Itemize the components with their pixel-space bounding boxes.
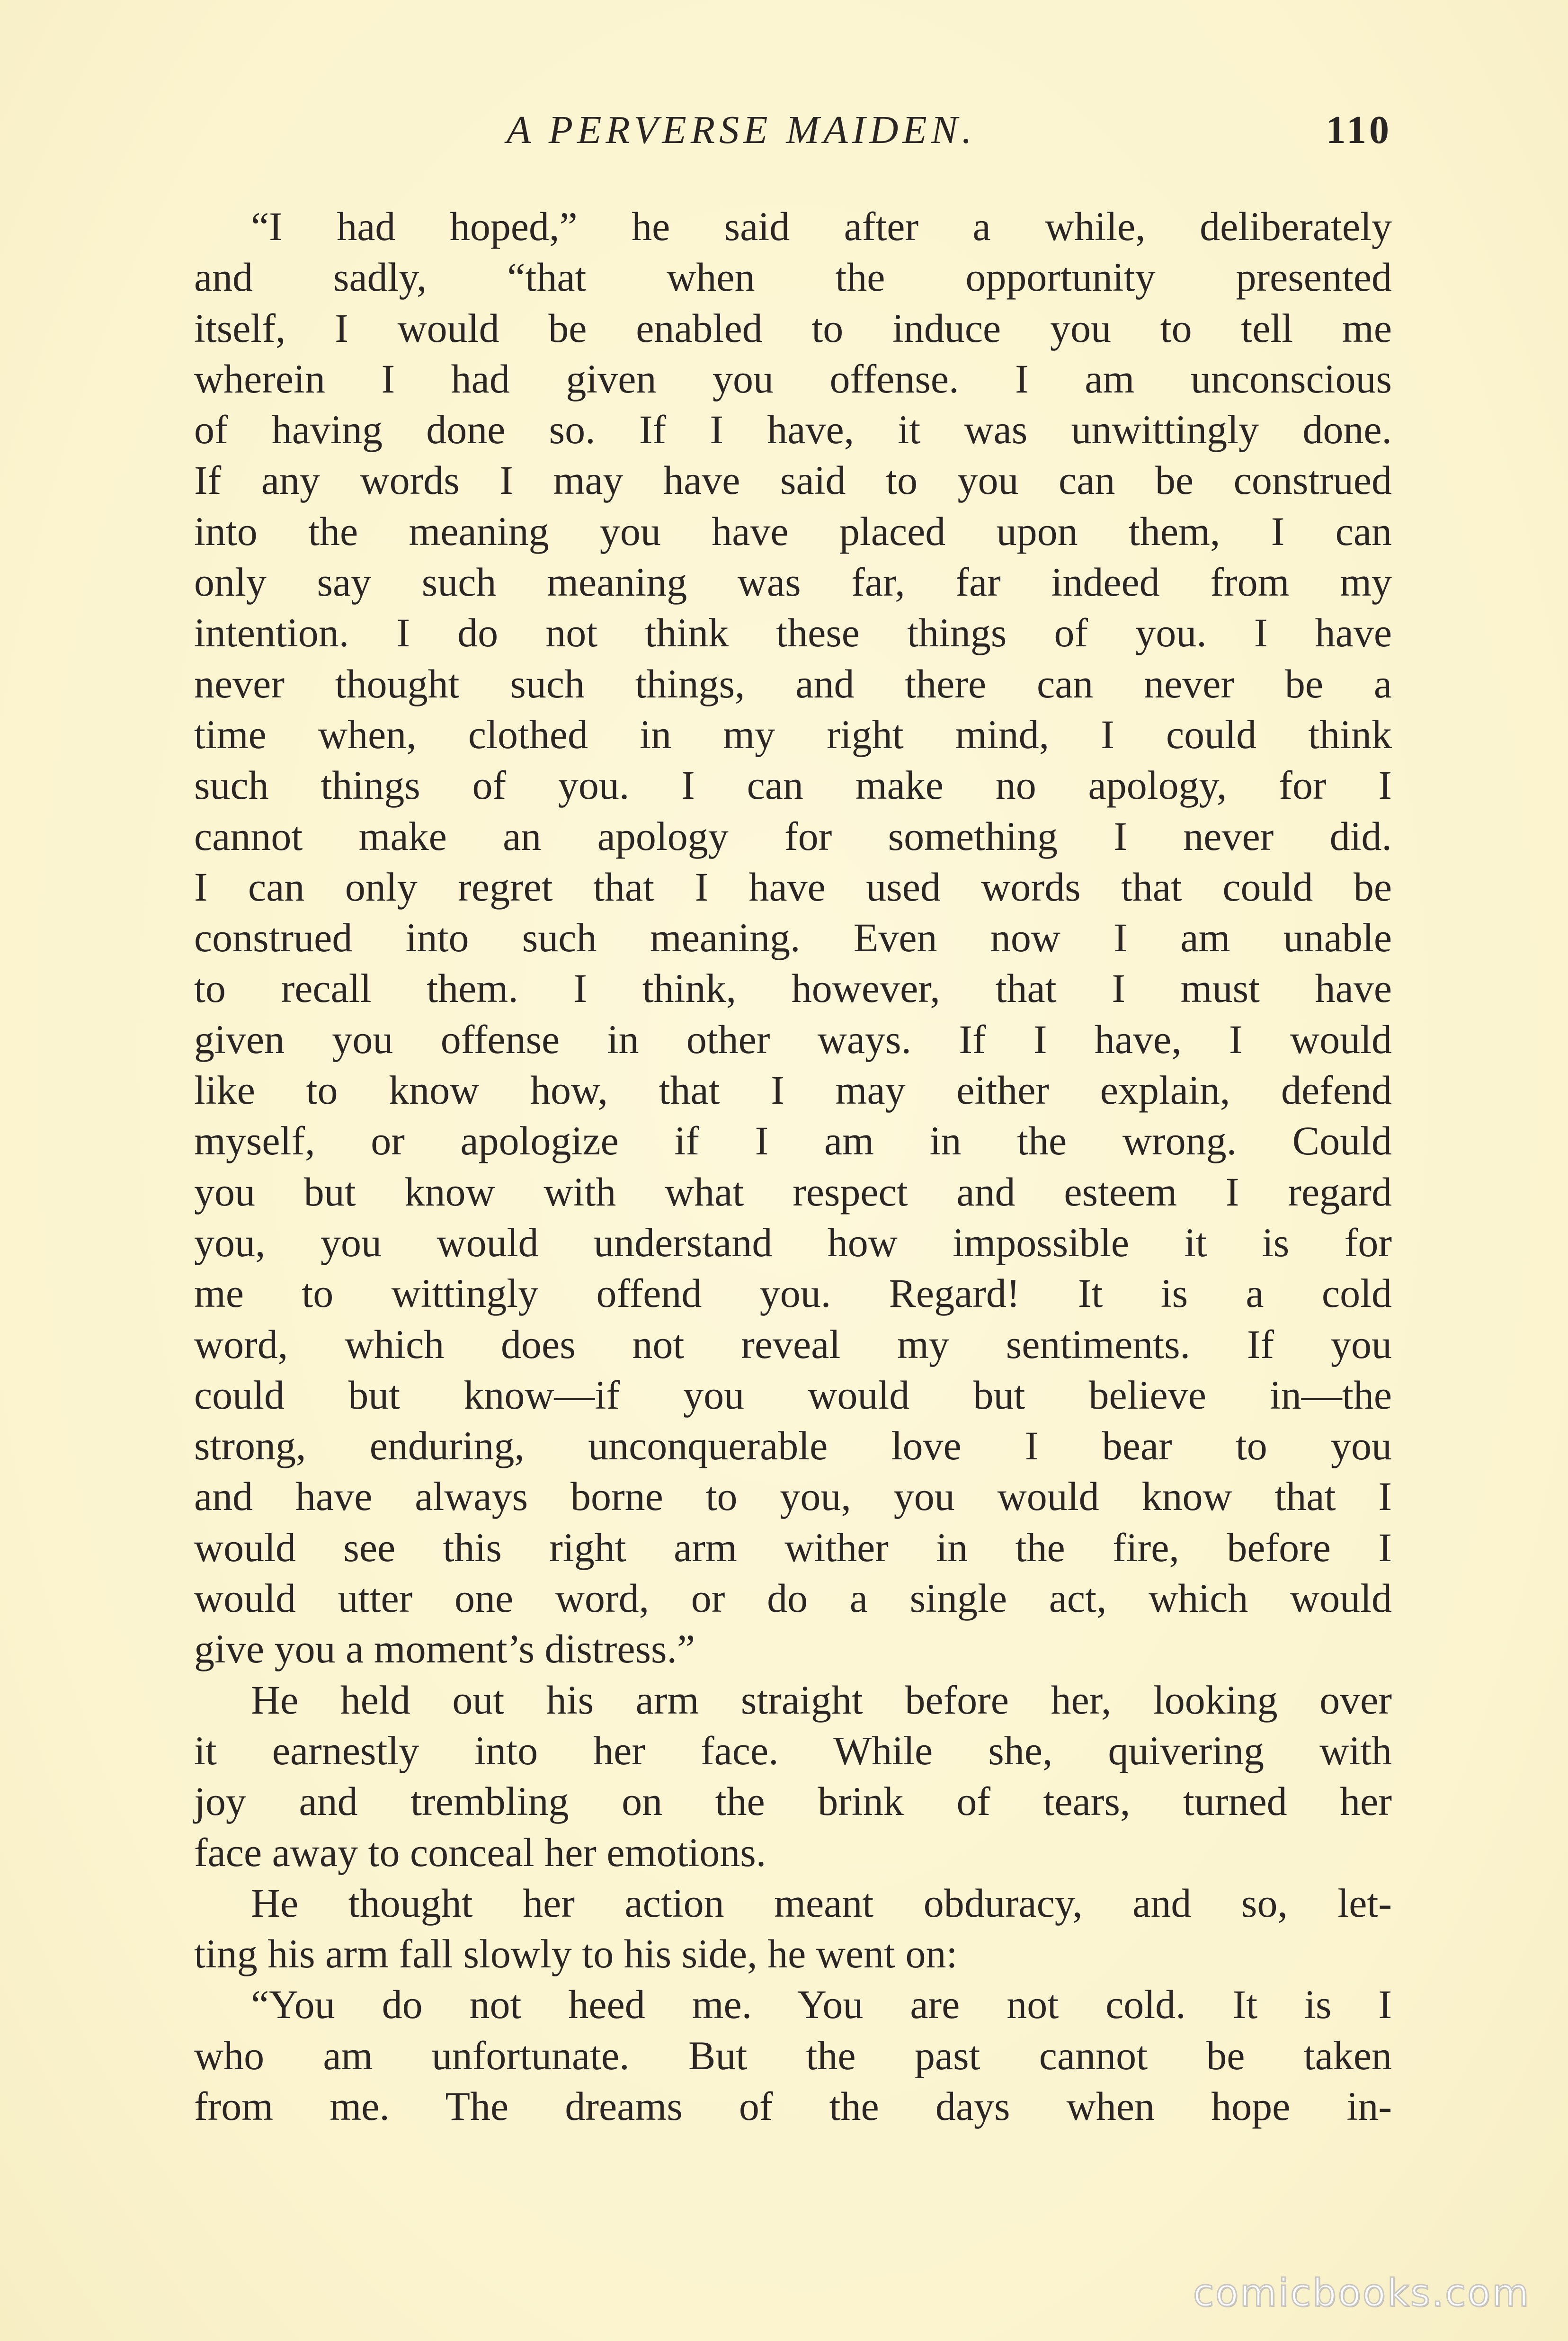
text-line: into the meaning you have placed upon them, I can — [194, 508, 1392, 554]
text-line: would utter one word, or do a single act, which would — [194, 1575, 1392, 1621]
text-line: you, you would understand how impossible it is for — [194, 1219, 1392, 1265]
watermark: comicbooks.com — [1193, 2271, 1530, 2315]
text-line: ting his arm fall slowly to his side, he went on: — [194, 1931, 958, 1977]
text-line: could but know—if you would but believe in—the — [194, 1372, 1392, 1418]
text-line: such things of you. I can make no apology, for I — [194, 762, 1392, 808]
text-line: intention. I do not think these things of you. I have — [194, 610, 1392, 656]
text-line: He held out his arm straight before her, looking over — [251, 1677, 1392, 1723]
text-line: word, which does not reveal my sentiments. If you — [194, 1321, 1392, 1367]
text-line: who am unfortunate. But the past cannot be taken — [194, 2032, 1392, 2078]
text-line: only say such meaning was far, far indeed from my — [194, 559, 1392, 605]
text-line: itself, I would be enabled to induce you to tell me — [194, 305, 1392, 351]
text-line: If any words I may have said to you can be construed — [194, 457, 1392, 503]
text-line: it earnestly into her face. While she, quivering with — [194, 1727, 1392, 1773]
text-line: cannot make an apology for something I never did. — [194, 813, 1392, 859]
text-line: construed into such meaning. Even now I am unable — [194, 915, 1392, 961]
text-line: you but know with what respect and esteem I regard — [194, 1169, 1392, 1215]
page-header — [194, 102, 1392, 159]
body-text — [194, 201, 1392, 2132]
text-line: and have always borne to you, you would know that I — [194, 1474, 1392, 1519]
text-line: time when, clothed in my right mind, I could think — [194, 711, 1392, 757]
page-number: 110 — [1326, 108, 1392, 152]
text-line: strong, enduring, unconquerable love I bear to you — [194, 1423, 1392, 1469]
text-line: face away to conceal her emotions. — [194, 1829, 766, 1875]
text-line: me to wittingly offend you. Regard! It is a cold — [194, 1270, 1392, 1316]
text-line: “You do not heed me. You are not cold. It is I — [251, 1982, 1392, 2028]
text-line: would see this right arm wither in the fire, before I — [194, 1524, 1392, 1570]
text-line: from me. The dreams of the days when hope in- — [194, 2083, 1392, 2129]
text-line: I can only regret that I have used words that could be — [194, 864, 1392, 910]
text-line: to recall them. I think, however, that I must have — [194, 965, 1392, 1011]
text-line: myself, or apologize if I am in the wrong. Could — [194, 1118, 1392, 1164]
text-line: “I had hoped,” he said after a while, deliberately — [251, 204, 1392, 249]
text-line: of having done so. If I have, it was unwittingly done. — [194, 407, 1392, 453]
running-title: A PERVERSE MAIDEN. — [507, 108, 976, 152]
text-line: joy and trembling on the brink of tears, turned her — [194, 1778, 1392, 1824]
text-line: He thought her action meant obduracy, and so, let- — [251, 1880, 1392, 1926]
text-line: wherein I had given you offense. I am unconscious — [194, 356, 1392, 402]
text-line: like to know how, that I may either explain, defend — [194, 1067, 1392, 1113]
text-line: give you a moment’s distress.” — [194, 1626, 695, 1672]
text-line: never thought such things, and there can never be a — [194, 661, 1392, 706]
text-line: given you offense in other ways. If I have, I would — [194, 1016, 1392, 1062]
text-line: and sadly, “that when the opportunity presented — [194, 254, 1392, 300]
